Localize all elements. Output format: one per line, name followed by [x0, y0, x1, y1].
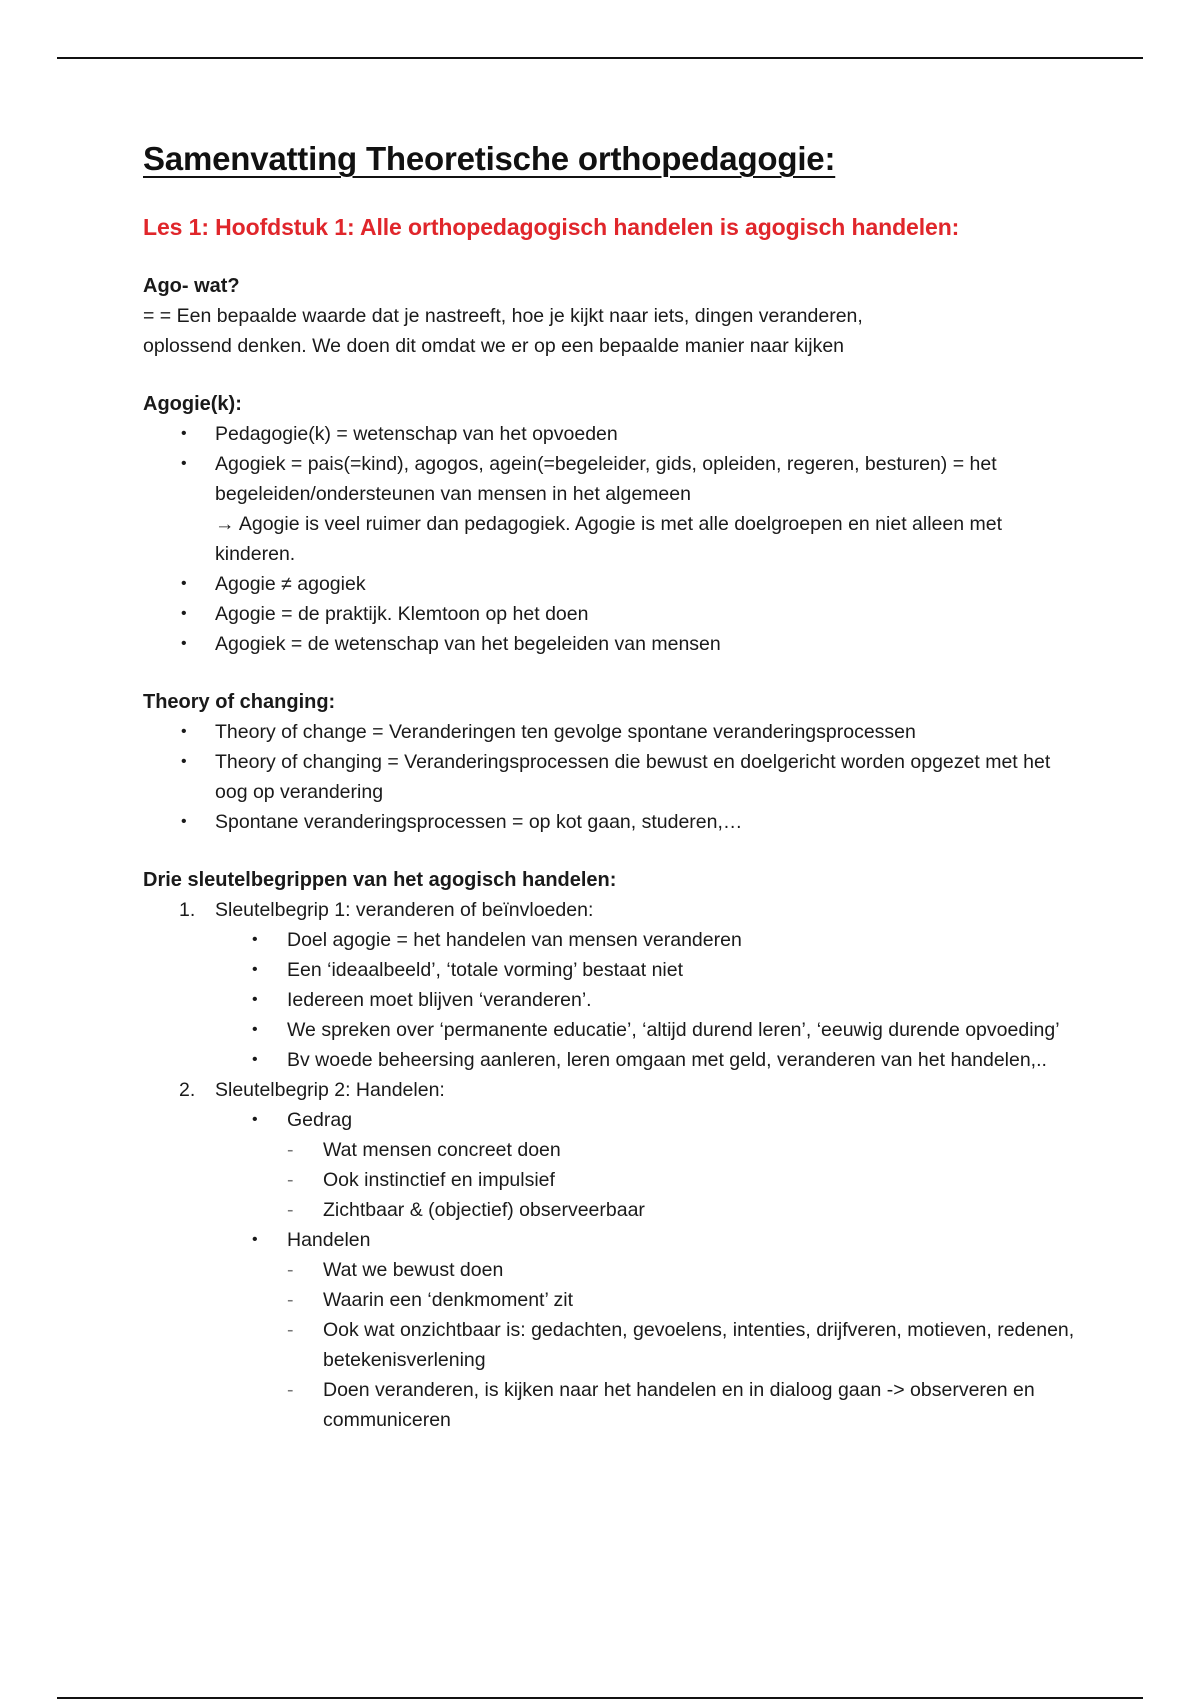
sub-list-item [287, 1195, 1083, 1225]
sub-list-item-text: Waarin een ‘denkmoment’ zit [323, 1289, 573, 1311]
list-item [143, 599, 1083, 629]
sub-list-item [287, 1375, 1083, 1435]
list-item-text: Gedrag [287, 1109, 353, 1131]
theory-list [143, 717, 1083, 837]
list-item [143, 807, 1083, 837]
key-concept-2-list [215, 1105, 1083, 1435]
key-concept-item [143, 895, 1083, 1075]
chapter-heading: Les 1: Hoofdstuk 1: Alle orthopedagogisch handelen is agogisch handelen: [143, 214, 960, 240]
key-concept-label: Sleutelbegrip 2: Handelen: [215, 1079, 445, 1101]
document-page [143, 140, 1083, 1435]
list-item [215, 1015, 1083, 1045]
list-item [215, 1045, 1083, 1075]
list-item-text: Agogie = de praktijk. Klemtoon op het doen [215, 603, 589, 625]
list-item [215, 925, 1083, 955]
sub-list-item-text: Ook wat onzichtbaar is: gedachten, gevoelens, intenties, drijfveren, motieven, redenen, betekenisverlening [323, 1319, 1075, 1371]
list-item [143, 629, 1083, 659]
list-item-text: Handelen [287, 1229, 371, 1251]
list-item-text: Spontane veranderingsprocessen = op kot gaan, studeren,… [215, 811, 743, 833]
key-concepts-list [143, 895, 1083, 1435]
list-item-text: Theory of changing = Veranderingsprocessen die bewust en doelgericht worden opgezet met het oog op verandering [215, 751, 1051, 803]
section-heading-agowat: Ago- wat? [143, 275, 240, 297]
sub-list-item-text: Wat we bewust doen [323, 1259, 504, 1281]
section-heading-drie: Drie sleutelbegrippen van het agogisch handelen: [143, 869, 617, 891]
handelen-sublist [287, 1255, 1083, 1435]
bottom-rule [57, 1697, 1143, 1699]
key-concept-1-list [215, 925, 1083, 1075]
agowat-line: = = Een bepaalde waarde dat je nastreeft, hoe je kijkt naar iets, dingen veranderen, [143, 305, 863, 327]
key-concept-label: Sleutelbegrip 1: veranderen of beïnvloeden: [215, 899, 594, 921]
sub-list-item [287, 1315, 1083, 1375]
document-title: Samenvatting Theoretische orthopedagogie: [143, 140, 836, 177]
sub-list-item [287, 1135, 1083, 1165]
agogie-list [143, 419, 1083, 659]
section-heading-theory: Theory of changing: [143, 691, 336, 713]
list-number: 1. [179, 899, 196, 921]
list-item-text: Agogiek = de wetenschap van het begeleiden van mensen [215, 633, 721, 655]
sub-list-item-text: Ook instinctief en impulsief [323, 1169, 555, 1191]
sub-list-item [287, 1255, 1083, 1285]
list-item-text: Bv woede beheersing aanleren, leren omgaan met geld, veranderen van het handelen,.. [287, 1049, 1047, 1071]
list-item [143, 569, 1083, 599]
section-heading-agogie: Agogie(k): [143, 393, 242, 415]
sub-list-item-text: Zichtbaar & (objectief) observeerbaar [323, 1199, 645, 1221]
list-item [215, 1225, 1083, 1435]
top-rule [57, 57, 1143, 59]
list-item [143, 717, 1083, 747]
sub-list-item [287, 1285, 1083, 1315]
list-item-text: Pedagogie(k) = wetenschap van het opvoeden [215, 423, 618, 445]
list-item [215, 955, 1083, 985]
list-item-text: Agogiek = pais(=kind), agogos, agein(=begeleider, gids, opleiden, regeren, besturen) = het begeleiden/ondersteunen van mensen in het algemeen [215, 453, 997, 505]
gedrag-sublist [287, 1135, 1083, 1225]
agogie-note: → Agogie is veel ruimer dan pedagogiek. Agogie is met alle doelgroepen en niet alleen met kinderen. [215, 513, 1003, 565]
list-item-text: We spreken over ‘permanente educatie’, ‘altijd durend leren’, ‘eeuwig durende opvoeding’ [287, 1019, 1060, 1041]
list-item [143, 419, 1083, 449]
sub-list-item-text: Wat mensen concreet doen [323, 1139, 561, 1161]
list-item [215, 985, 1083, 1015]
list-item [215, 1105, 1083, 1225]
list-item [143, 449, 1083, 569]
sub-list-item [287, 1165, 1083, 1195]
list-item-text: Theory of change = Veranderingen ten gevolge spontane veranderingsprocessen [215, 721, 916, 743]
list-item-text: Agogie ≠ agogiek [215, 573, 366, 595]
list-item-text: Iedereen moet blijven ‘veranderen’. [287, 989, 592, 1011]
key-concept-item [143, 1075, 1083, 1435]
agowat-line: oplossend denken. We doen dit omdat we er op een bepaalde manier naar kijken [143, 335, 845, 357]
list-number: 2. [179, 1079, 196, 1101]
list-item-text: Doel agogie = het handelen van mensen veranderen [287, 929, 742, 951]
sub-list-item-text: Doen veranderen, is kijken naar het handelen en in dialoog gaan -> observeren en communiceren [323, 1379, 1035, 1431]
list-item-text: Een ‘ideaalbeeld’, ‘totale vorming’ bestaat niet [287, 959, 684, 981]
agowat-paragraph [143, 301, 1083, 361]
list-item [143, 747, 1083, 807]
